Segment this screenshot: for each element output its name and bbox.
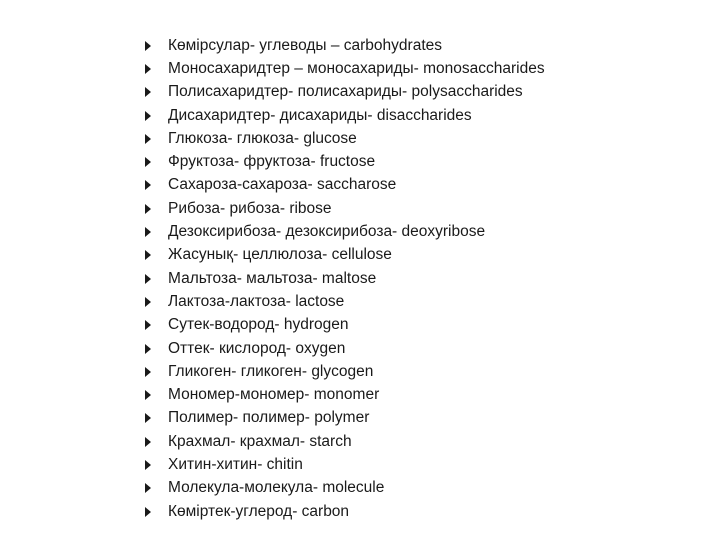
list-item — [145, 81, 545, 104]
list-item — [145, 477, 545, 500]
list-item-text: Рибоза- рибоза- ribose — [168, 199, 332, 217]
triangle-bullet-icon — [145, 413, 151, 423]
list-item — [145, 57, 545, 80]
list-item — [145, 407, 545, 430]
triangle-bullet-icon — [145, 367, 151, 377]
list-item — [145, 360, 545, 383]
list-item-text: Сутек-водород- hydrogen — [168, 316, 349, 334]
triangle-bullet-icon — [145, 507, 151, 517]
list-item — [145, 500, 545, 523]
list-item — [145, 150, 545, 173]
triangle-bullet-icon — [145, 134, 151, 144]
list-item-text: Полисахаридтер- полисахариды- polysaccharides — [168, 83, 523, 101]
triangle-bullet-icon — [145, 460, 151, 470]
list-item — [145, 197, 545, 220]
triangle-bullet-icon — [145, 41, 151, 51]
triangle-bullet-icon — [145, 390, 151, 400]
triangle-bullet-icon — [145, 437, 151, 447]
triangle-bullet-icon — [145, 87, 151, 97]
triangle-bullet-icon — [145, 274, 151, 284]
list-item-text: Көмірсулар- углеводы – carbohydrates — [168, 36, 442, 54]
list-item — [145, 104, 545, 127]
list-item-text: Гликоген- гликоген- glycogen — [168, 362, 374, 380]
triangle-bullet-icon — [145, 180, 151, 190]
glossary-list — [145, 34, 545, 523]
list-item-text: Полимер- полимер- polymer — [168, 409, 370, 427]
triangle-bullet-icon — [145, 111, 151, 121]
triangle-bullet-icon — [145, 64, 151, 74]
triangle-bullet-icon — [145, 250, 151, 260]
list-item — [145, 267, 545, 290]
list-item-text: Глюкоза- глюкоза- glucose — [168, 129, 357, 147]
list-item-text: Оттек- кислород- oxygen — [168, 339, 346, 357]
list-item — [145, 453, 545, 476]
list-item-text: Молекула-молекула- molecule — [168, 479, 385, 497]
triangle-bullet-icon — [145, 157, 151, 167]
list-item-text: Моносахаридтер – моносахариды- monosaccharides — [168, 59, 545, 77]
list-item-text: Мономер-мономер- monomer — [168, 386, 380, 404]
list-item — [145, 430, 545, 453]
triangle-bullet-icon — [145, 297, 151, 307]
list-item-text: Лактоза-лактоза- lactose — [168, 292, 345, 310]
list-item-text: Фруктоза- фруктоза- fructose — [168, 153, 376, 171]
list-item-text: Мальтоза- мальтоза- maltose — [168, 269, 377, 287]
list-item — [145, 174, 545, 197]
list-item-text: Дезоксирибоза- дезоксирибоза- deoxyribose — [168, 223, 486, 241]
list-item — [145, 220, 545, 243]
list-item-text: Көміртек-углерод- carbon — [168, 502, 350, 520]
triangle-bullet-icon — [145, 344, 151, 354]
triangle-bullet-icon — [145, 483, 151, 493]
triangle-bullet-icon — [145, 320, 151, 330]
list-item — [145, 337, 545, 360]
triangle-bullet-icon — [145, 204, 151, 214]
list-item — [145, 314, 545, 337]
list-item-text: Дисахаридтер- дисахариды- disaccharides — [168, 106, 472, 124]
list-item-text: Сахароза-сахароза- saccharose — [168, 176, 397, 194]
list-item-text: Жасунық- целлюлоза- cellulose — [168, 246, 392, 264]
list-item — [145, 290, 545, 313]
list-item — [145, 383, 545, 406]
list-item — [145, 244, 545, 267]
list-item — [145, 127, 545, 150]
list-item — [145, 34, 545, 57]
triangle-bullet-icon — [145, 227, 151, 237]
list-item-text: Хитин-хитин- chitin — [168, 455, 303, 473]
list-item-text: Крахмал- крахмал- starch — [168, 432, 352, 450]
